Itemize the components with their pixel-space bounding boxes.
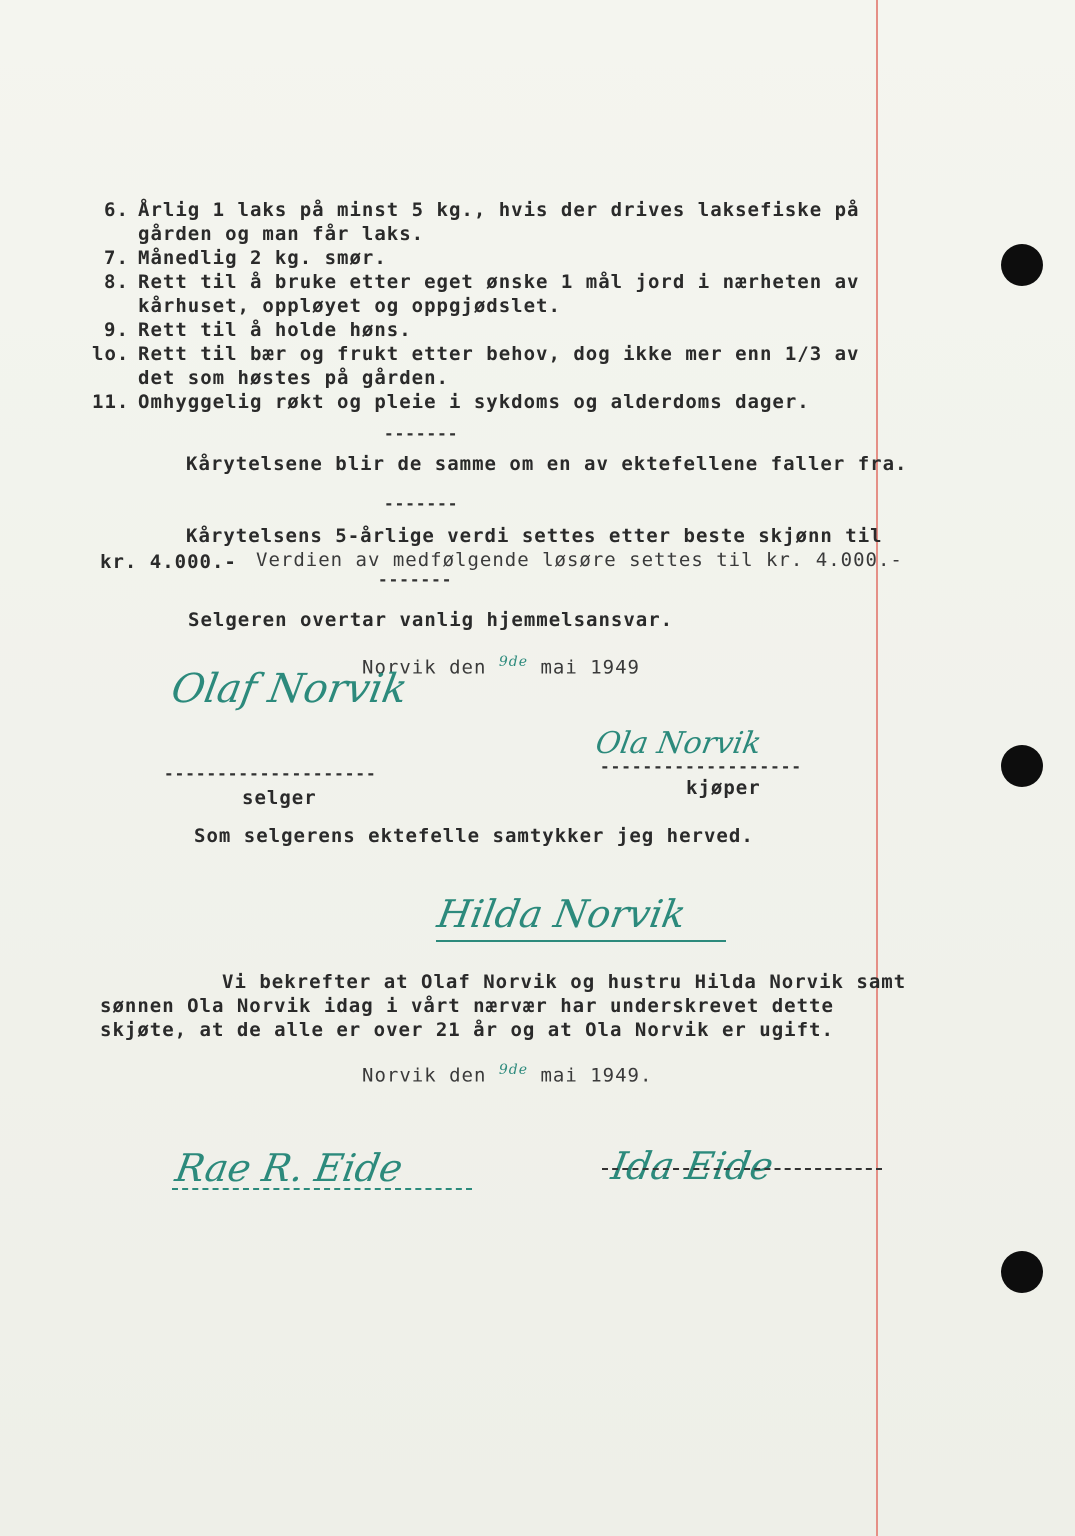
- signature-underline: [436, 940, 726, 942]
- signature-underline: [602, 1168, 882, 1170]
- item-line: Rett til å bruke etter eget ønske 1 mål jord i nærheten av: [138, 271, 860, 293]
- seller-signature: Olaf Norvik: [167, 666, 411, 712]
- item-number: 7.: [104, 247, 129, 269]
- item-number: 9.: [104, 319, 129, 341]
- separator: -------: [384, 494, 459, 513]
- separator: -------: [378, 570, 453, 589]
- paragraph-value: Verdien av medfølgende løsøre settes til kr. 4.000.-: [256, 549, 903, 571]
- witness-signature: Rae R. Eide: [172, 1146, 407, 1190]
- item-line: gården og man får laks.: [138, 223, 425, 245]
- buyer-signature: Ola Norvik: [592, 726, 765, 761]
- margin-line: [876, 0, 878, 1536]
- confirm-text: sønnen Ola Norvik idag i vårt nærvær har underskrevet dette: [100, 995, 834, 1017]
- date-line: Norvik den $^{9de}$ mai 1949: [362, 654, 640, 679]
- date-line: Norvik den $^{9de}$ mai 1949.: [362, 1062, 653, 1087]
- item-line: Årlig 1 laks på minst 5 kg., hvis der drives laksefiske på: [138, 199, 860, 221]
- confirm-text: skjøte, at de alle er over 21 år og at Ola Norvik er ugift.: [100, 1019, 834, 1041]
- item-number: 8.: [104, 271, 129, 293]
- item-line: Rett til bær og frukt etter behov, dog ikke mer enn 1/3 av: [138, 343, 860, 365]
- label-seller: selger: [242, 787, 317, 809]
- item-number: lo.: [92, 343, 130, 365]
- label-buyer: kjøper: [686, 777, 761, 799]
- witness-signature: Ida Eide: [608, 1144, 777, 1188]
- item-line: Månedlig 2 kg. smør.: [138, 247, 387, 269]
- punch-hole: [1001, 1251, 1043, 1293]
- item-line: Rett til å holde høns.: [138, 319, 412, 341]
- paragraph-same: Kårytelsene blir de samme om en av ektefellene faller fra.: [186, 453, 908, 475]
- consent-text: Som selgerens ektefelle samtykker jeg herved.: [194, 825, 754, 847]
- item-number: 6.: [104, 199, 129, 221]
- item-number: 11.: [92, 391, 130, 413]
- signature-underline: [172, 1188, 472, 1190]
- separator: -------: [384, 424, 459, 443]
- paragraph-value: Kårytelsens 5-årlige verdi settes etter beste skjønn til: [186, 525, 883, 547]
- confirm-text: Vi bekrefter at Olaf Norvik og hustru Hilda Norvik samt: [222, 971, 907, 993]
- punch-hole: [1001, 745, 1043, 787]
- paragraph-value: kr. 4.000.-: [100, 551, 237, 573]
- punch-hole: [1001, 244, 1043, 286]
- signature-line: -------------------: [600, 757, 803, 776]
- paragraph-seller: Selgeren overtar vanlig hjemmelsansvar.: [188, 609, 674, 631]
- item-line: det som høstes på gården.: [138, 367, 449, 389]
- item-line: kårhuset, oppløyet og oppgjødslet.: [138, 295, 561, 317]
- signature-line: --------------------: [164, 764, 377, 783]
- item-line: Omhyggelig røkt og pleie i sykdoms og alderdoms dager.: [138, 391, 810, 413]
- spouse-signature: Hilda Norvik: [434, 892, 690, 936]
